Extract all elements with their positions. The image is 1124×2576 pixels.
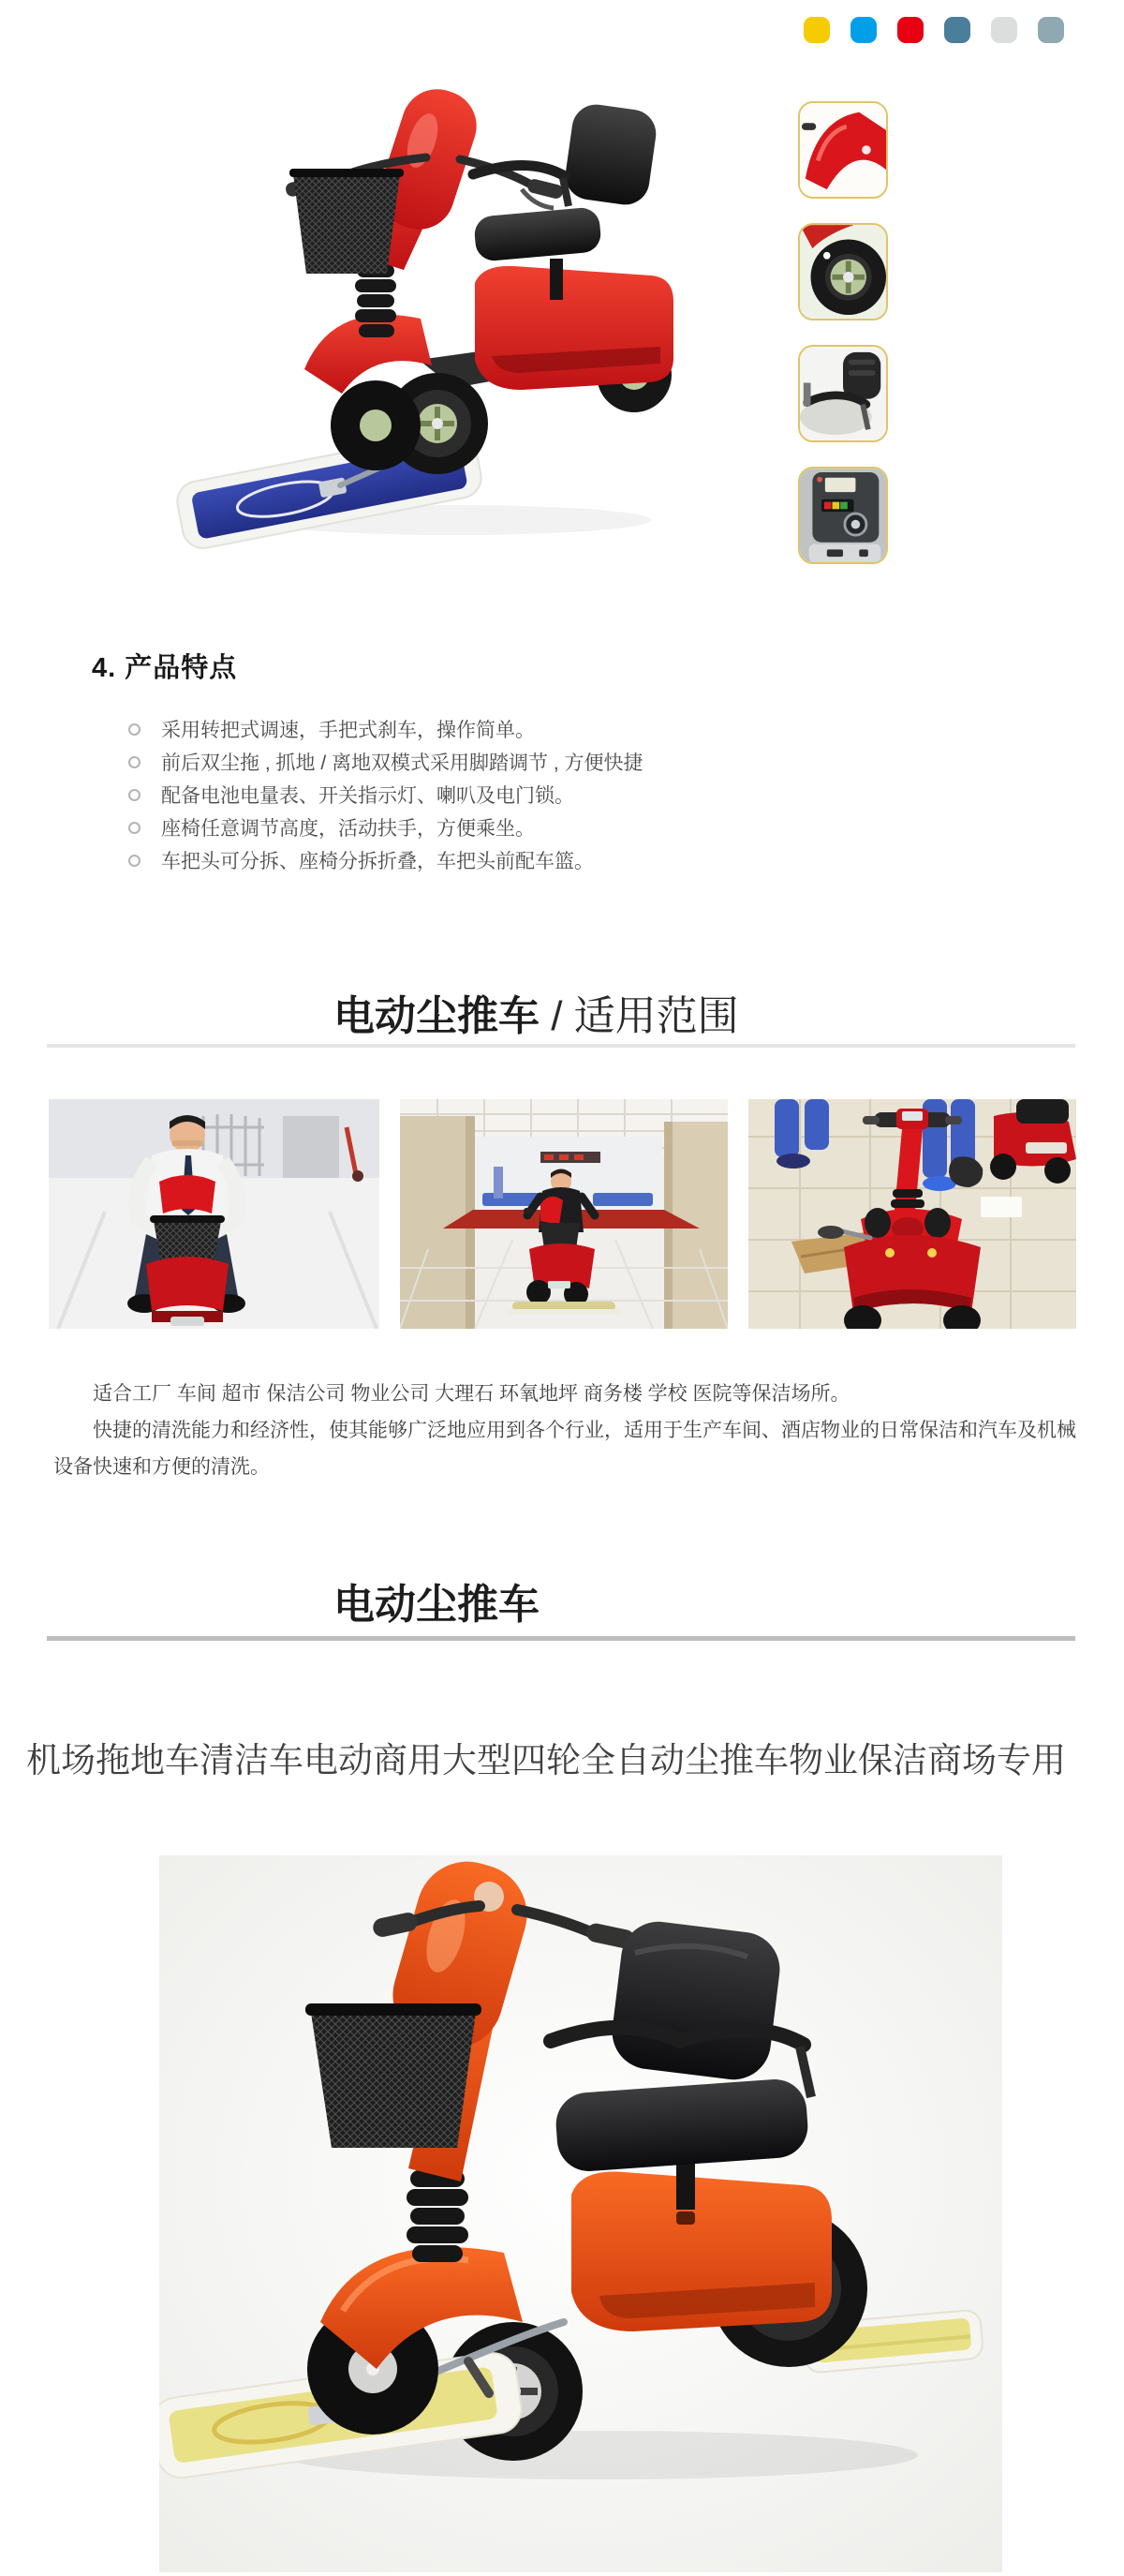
gallery-photo-station-hall [49,1099,379,1329]
feature-item [92,784,935,805]
applicable-range-text [53,1376,1079,1485]
thumbnail-fender[interactable] [798,101,888,199]
swatch-light-gray [991,17,1017,43]
hero-thumbnail-strip [798,101,888,588]
section-title-suffix: / 适用范围 [540,993,739,1039]
usage-paragraph-1: 适合工厂 车间 超市 保洁公司 物业公司 大理石 环氧地坪 商务楼 学校 医院等保洁场所。 [93,1383,850,1405]
hero-product-photo [145,47,717,564]
front-basket [289,169,404,274]
thumbnail-wheel[interactable] [798,223,888,320]
feature-item [92,850,935,871]
steering-bellows [355,264,396,337]
section-title-product-name: 电动尘推车 [333,993,540,1039]
feature-text: 配备电池电量表、开关指示灯、喇叭及电门锁。 [161,785,574,807]
swatch-blue [850,17,877,43]
section-title-product-name: 电动尘推车 [333,1582,540,1628]
feature-item [92,719,935,739]
section-divider-line [47,1044,1075,1048]
gallery-photo-lobby [400,1099,728,1329]
gallery-photo-workshop [748,1099,1076,1329]
feature-text: 采用转把式调速，手把式刹车，操作简单。 [161,720,535,741]
front-basket [305,2003,481,2148]
feature-text: 前后双尘拖 , 抓地 / 离地双模式采用脚踏调节 , 方便快捷 [161,752,643,774]
swatch-red [897,17,924,43]
bullet-circle-icon [128,789,140,801]
swatch-steel-blue [944,17,970,43]
feature-item [92,752,935,772]
swatch-gray-blue [1038,17,1064,43]
usage-paragraph-2: 快捷的清洗能力和经济性，使其能够广泛地应用到各个行业，适用于生产车间、酒店物业的日常保洁和汽车及机械设备快速和方便的清洗。 [53,1420,1076,1478]
features-list [92,719,935,871]
section-title-applicable-range [333,982,739,1042]
thumbnail-seat[interactable] [798,345,888,442]
bullet-circle-icon [128,822,140,834]
bullet-circle-icon [128,855,140,867]
usage-photo-gallery [49,1099,1076,1329]
front-left-wheel [331,380,421,470]
features-heading: 4. 产品特点 [92,653,238,683]
feature-item [92,817,935,838]
brand-color-swatches [804,17,1064,43]
feature-text: 座椅任意调节高度，活动扶手，方便乘坐。 [161,818,535,840]
rear-body [475,266,673,390]
product-full-title: 机场拖地车清洁车电动商用大型四轮全自动尘推车物业保洁商场专用 [26,1741,1066,1779]
product-features-section [92,647,935,883]
swatch-yellow [804,17,830,43]
section-title-product [333,1571,540,1630]
bottom-product-photo [159,1855,1002,2572]
steering-bellows [407,2170,468,2262]
feature-text: 车把头可分拆、座椅分拆折叠，车把头前配车篮。 [161,851,594,872]
bullet-circle-icon [128,756,140,768]
bullet-circle-icon [128,723,140,736]
thumbnail-control-panel[interactable] [798,467,888,564]
section-divider-line-2 [47,1636,1075,1641]
